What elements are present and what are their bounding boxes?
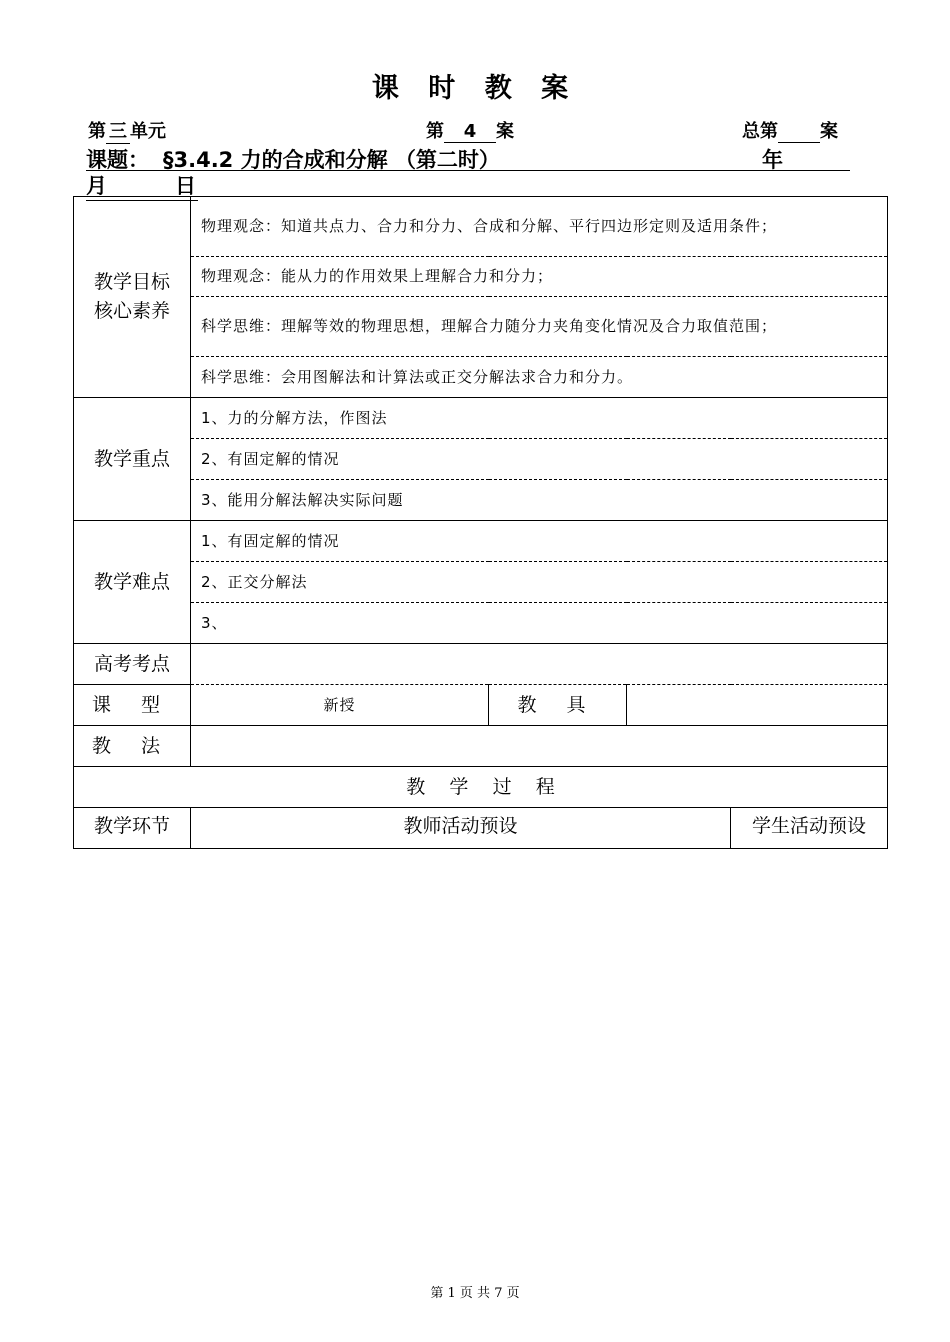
total-value (778, 122, 820, 143)
month-label: 月 (86, 174, 107, 198)
column-teacher: 教师活动预设 (191, 808, 731, 849)
lesson-type-label: 课 型 (74, 685, 191, 726)
exam-points-value (191, 644, 888, 685)
total-prefix: 总第 (742, 121, 778, 142)
difficulty-item: 3、 (191, 603, 888, 644)
key-point-item: 2、有固定解的情况 (191, 439, 888, 480)
objectives-label (74, 197, 191, 398)
case-field (426, 117, 514, 143)
total-case-field (742, 117, 838, 143)
lesson-plan-table (73, 196, 888, 849)
key-point-item: 3、能用分解法解决实际问题 (191, 480, 888, 521)
page-footer: 第 1 页 共 7 页 (430, 1286, 520, 1301)
exam-points-label: 高考考点 (74, 644, 191, 685)
method-label: 教 法 (74, 726, 191, 767)
objective-item: 物理观念：知道共点力、合力和分力、合成和分解、平行四边形定则及适用条件； (191, 197, 888, 257)
year-label: 年 (762, 148, 783, 172)
teaching-tools-label: 教 具 (489, 685, 627, 726)
unit-suffix: 单元 (130, 121, 166, 142)
process-heading: 教 学 过 程 (74, 767, 888, 808)
case-value: 4 (444, 121, 496, 143)
topic-label: 课题： (86, 148, 149, 172)
objective-item: 物理观念：能从力的作用效果上理解合力和分力； (191, 257, 888, 297)
document-title: 课 时 教 案 (371, 73, 579, 104)
difficulties-label: 教学难点 (74, 521, 191, 644)
unit-field (88, 117, 166, 144)
lesson-type-value: 新授 (191, 685, 489, 726)
case-suffix: 案 (496, 121, 514, 142)
objectives-label-line1: 教学目标 (93, 271, 170, 293)
column-student: 学生活动预设 (731, 808, 888, 849)
difficulty-item: 2、正交分解法 (191, 562, 888, 603)
difficulty-item: 1、有固定解的情况 (191, 521, 888, 562)
unit-value: 三 (106, 117, 130, 144)
key-points-label: 教学重点 (74, 398, 191, 521)
objective-item: 科学思维：会用图解法和计算法或正交分解法求合力和分力。 (191, 357, 888, 398)
objective-item: 科学思维：理解等效的物理思想，理解合力随分力夹角变化情况及合力取值范围； (191, 297, 888, 357)
day-label: 日 (175, 174, 196, 198)
topic-text: §3.4.2 力的合成和分解 （第二时） (163, 148, 500, 172)
key-point-item: 1、力的分解方法，作图法 (191, 398, 888, 439)
column-stage: 教学环节 (74, 808, 191, 849)
teaching-tools-value (627, 685, 888, 726)
unit-prefix: 第 (88, 121, 106, 142)
topic-line (86, 144, 850, 171)
case-prefix: 第 (426, 121, 444, 142)
objectives-label-line2: 核心素养 (93, 300, 170, 322)
total-suffix: 案 (820, 121, 838, 142)
method-value (191, 726, 888, 767)
